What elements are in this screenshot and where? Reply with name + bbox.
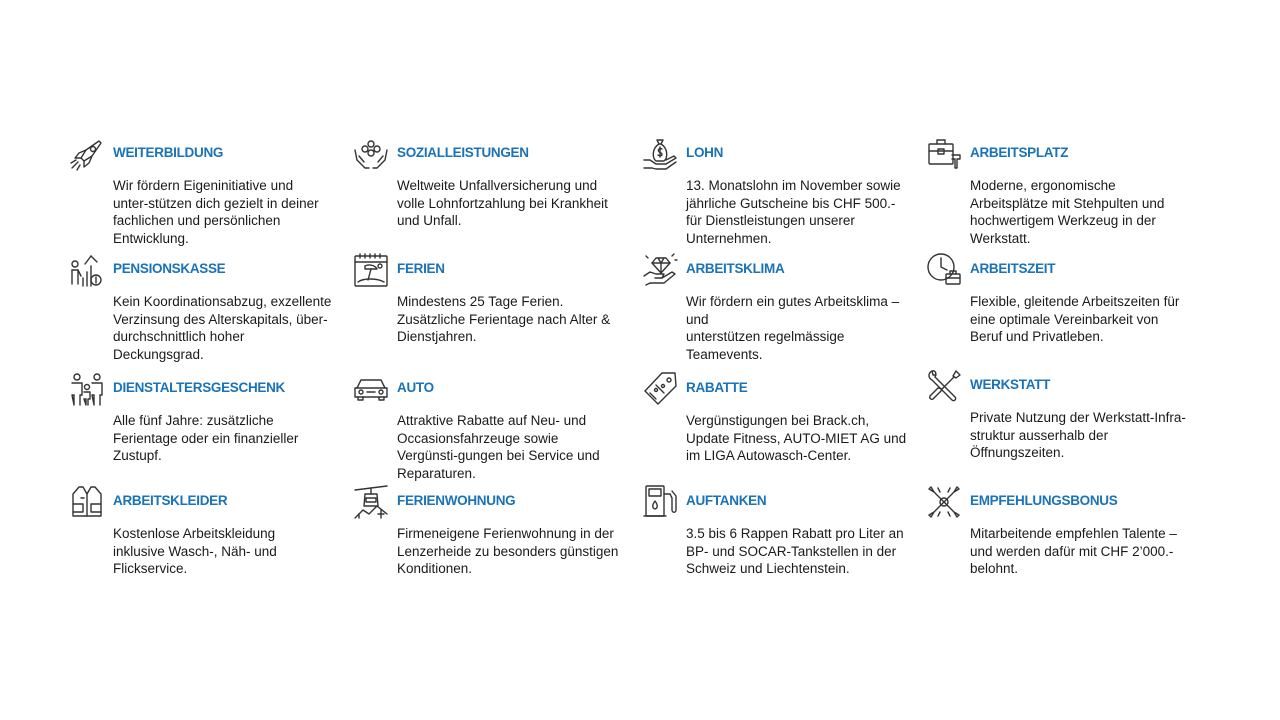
benefit-description: Alle fünf Jahre: zusätzliche Ferientage oder ein finanzieller Zustupf.	[113, 413, 299, 463]
wrench-screwdriver-icon	[926, 368, 962, 404]
pension-growth-icon	[69, 252, 105, 288]
benefit-description: Vergünstigungen bei Brack.ch, Update Fitness, AUTO-MIET AG und im LIGA Autowasch-Center.	[686, 413, 907, 463]
benefit-title: ARBEITSZEIT	[970, 261, 1056, 276]
rocket-icon	[69, 136, 105, 172]
benefit-description: Wir fördern Eigeninitiative und unter-stützen dich gezielt in deiner fachlichen und persönlichen Entwicklung.	[113, 178, 319, 246]
benefit-description: Kein Koordinationsabzug, exzellente Verzinsung des Alterskapitals, über- durchschnittlich hoher Deckungsgrad.	[113, 294, 332, 362]
benefit-title: ARBEITSPLATZ	[970, 145, 1069, 160]
benefit-title: DIENSTALTERSGESCHENK	[113, 380, 286, 395]
benefit-title: AUFTANKEN	[686, 493, 767, 508]
benefit-description: Firmeneigene Ferienwohnung in der Lenzerheide zu besonders günstigen Konditionen.	[397, 526, 619, 576]
benefit-description: 3.5 bis 6 Rappen Rabatt pro Liter an BP- und SOCAR-Tankstellen in der Schweiz und Liechtenstein.	[686, 526, 904, 576]
money-bag-hand-icon	[642, 136, 678, 172]
toolbox-icon	[926, 136, 962, 172]
benefit-description: Mindestens 25 Tage Ferien. Zusätzliche Ferientage nach Alter & Dienstjahren.	[397, 294, 611, 344]
benefit-title: LOHN	[686, 145, 724, 160]
benefit-title: AUTO	[397, 380, 434, 395]
clock-briefcase-icon	[926, 252, 962, 288]
family-icon	[69, 371, 105, 407]
benefit-description: Attraktive Rabatte auf Neu- und Occasionsfahrzeuge sowie Vergünsti-gungen bei Service und Reparaturen.	[397, 413, 600, 481]
benefit-title: RABATTE	[686, 380, 748, 395]
benefit-description: Private Nutzung der Werkstatt-Infra- struktur ausserhalb der Öffnungszeiten.	[970, 410, 1186, 460]
benefit-title: WEITERBILDUNG	[113, 145, 224, 160]
benefit-title: ARBEITSKLEIDER	[113, 493, 228, 508]
benefit-description: Weltweite Unfallversicherung und volle Lohnfortzahlung bei Krankheit und Unfall.	[397, 178, 608, 228]
fuel-pump-icon	[642, 484, 678, 520]
team-hands-icon	[926, 484, 962, 520]
benefit-title: WERKSTATT	[970, 377, 1051, 392]
benefit-title: FERIENWOHNUNG	[397, 493, 516, 508]
cable-car-icon	[353, 484, 389, 520]
benefit-title: EMPFEHLUNGSBONUS	[970, 493, 1118, 508]
benefit-description: Mitarbeitende empfehlen Talente – und werden dafür mit CHF 2’000.- belohnt.	[970, 526, 1177, 576]
benefit-title: SOZIALLEISTUNGEN	[397, 145, 529, 160]
benefit-description: Flexible, gleitende Arbeitszeiten für eine optimale Vereinbarkeit von Beruf und Privatleben.	[970, 294, 1180, 344]
workwear-vest-icon	[69, 484, 105, 520]
diamond-hand-icon	[642, 252, 678, 288]
benefit-description: Wir fördern ein gutes Arbeitsklima – und unterstützen regelmässige Teamevents.	[686, 294, 900, 362]
benefit-description: Moderne, ergonomische Arbeitsplätze mit Stehpulten und hochwertigem Werkzeug in der Werkstatt.	[970, 178, 1165, 246]
benefit-title: PENSIONSKASSE	[113, 261, 226, 276]
benefit-title: FERIEN	[397, 261, 445, 276]
benefit-description: 13. Monatslohn im November sowie jährliche Gutscheine bis CHF 500.- für Dienstleistungen unserer Unternehmen.	[686, 178, 901, 246]
care-hands-icon	[353, 136, 389, 172]
vacation-calendar-icon	[353, 252, 389, 288]
benefit-title: ARBEITSKLIMA	[686, 261, 785, 276]
discount-tag-icon	[642, 371, 678, 407]
benefit-description: Kostenlose Arbeitskleidung inklusive Wasch-, Näh- und Flickservice.	[113, 526, 277, 576]
car-icon	[353, 371, 389, 407]
